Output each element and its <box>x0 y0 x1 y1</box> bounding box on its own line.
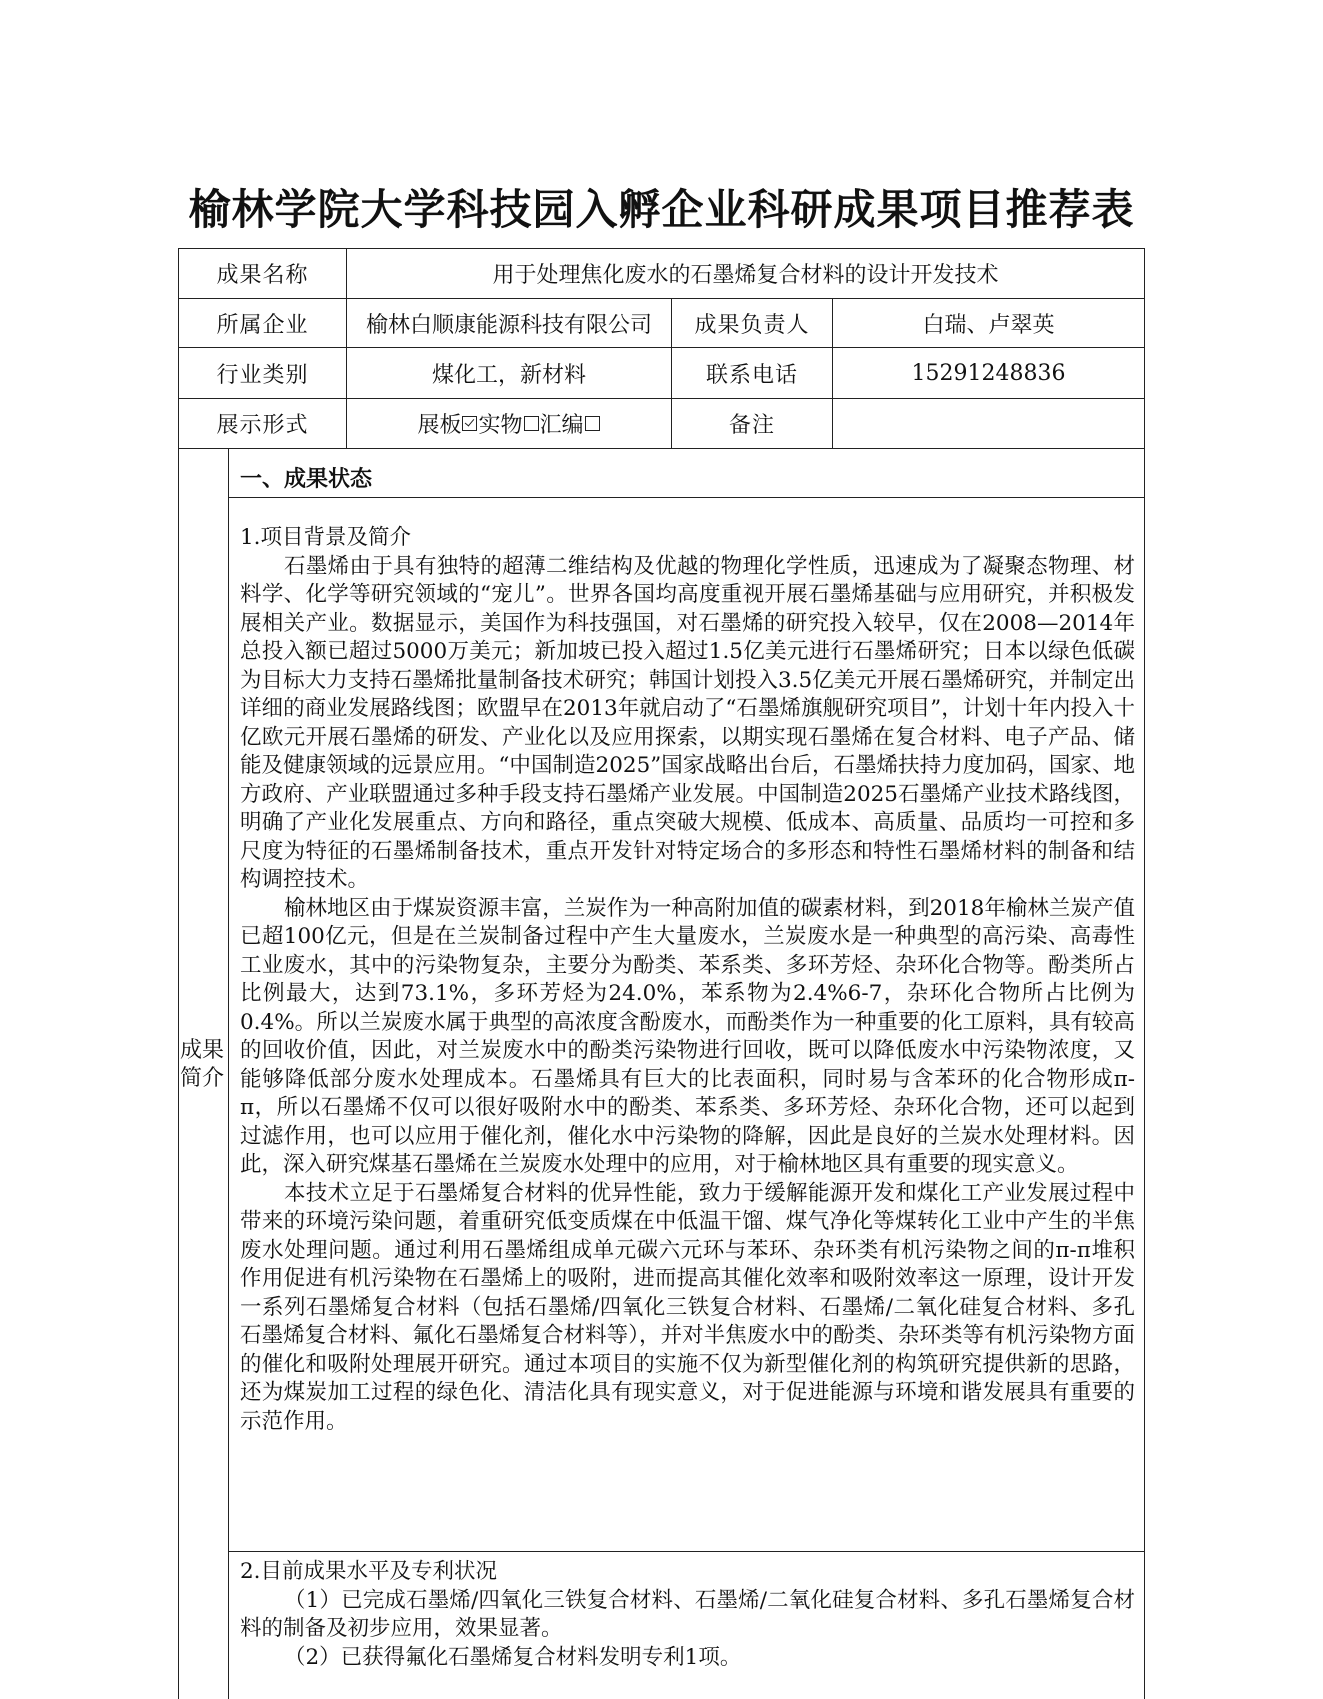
value-remarks <box>833 399 1144 448</box>
document-title: 榆林学院大学科技园入孵企业科研成果项目推荐表 <box>188 185 1135 234</box>
option-object-label: 实物 <box>478 413 523 438</box>
label-company: 所属企业 <box>216 312 309 338</box>
part2-item-2: （2）已获得氟化石墨烯复合材料发明专利1项。 <box>284 1644 742 1670</box>
value-project-name: 用于处理焦化废水的石墨烯复合材料的设计开发技术 <box>492 263 999 288</box>
value-phone: 15291248836 <box>911 360 1066 386</box>
part2-item-1: （1）已完成石墨烯/四氧化三铁复合材料、石墨烯/二氧化硅复合材料、多孔石墨烯复合材料的制备及初步应用，效果显著。 <box>240 1587 1135 1641</box>
option-board-label: 展板 <box>417 413 462 438</box>
value-lead: 白瑞、卢翠英 <box>922 312 1055 338</box>
label-industry: 行业类别 <box>216 362 309 388</box>
part2-heading: 2.目前成果水平及专利状况 <box>240 1559 498 1584</box>
label-remarks: 备注 <box>728 413 775 438</box>
label-display-form: 展示形式 <box>216 413 309 438</box>
part1-paragraph-2: 榆林地区由于煤炭资源丰富，兰炭作为一种高附加值的碳素材料，到2018年榆林兰炭产值已超100亿元，但是在兰炭制备过程中产生大量废水，兰炭废水是一种典型的高污染、高毒性工业废水，其中的污染物复杂，主要分为酚类、苯系类、多环芳烃、杂环化合物等。酚类所占比例最大，达到73.1%，多环芳烃为24.0%，苯系物为2.4%6-7，杂环化合物所占比例为0.4%。所以兰炭废水属于典型的高浓度含酚废水，而酚类作为一种重要的化工原料，具有较高的回收价值，因此，对兰炭废水中的酚类污染物进行回收，既可以降低废水中污染物浓度，又能够降低部分废水处理成本。石墨烯具有巨大的比表面积，同时易与含苯环的化合物形成π-π，所以石墨烯不仅可以很好吸附水中的酚类、苯系类、多环芳烃、杂环化合物，还可以起到过滤作用，也可以应用于催化剂，催化水中污染物的降解，因此是良好的兰炭水处理材料。因此，深入研究煤基石墨烯在兰炭废水处理中的应用，对于榆林地区具有重要的现实意义。 <box>240 895 1135 1177</box>
part1-paragraph-3: 本技术立足于石墨烯复合材料的优异性能，致力于缓解能源开发和煤化工产业发展过程中带来的环境污染问题，着重研究低变质煤在中低温干馏、煤气净化等煤转化工业中产生的半焦废水处理问题。通过利用石墨烯组成单元碳六元环与苯环、杂环类有机污染物之间的π-π堆积作用促进有机污染物在石墨烯上的吸附，进而提高其催化效率和吸附效率这一原理，设计开发一系列石墨烯复合材料（包括石墨烯/四氧化三铁复合材料、石墨烯/二氧化硅复合材料、多孔石墨烯复合材料、氟化石墨烯复合材料等），并对半焦废水中的酚类、杂环类等有机污染物方面的催化和吸附处理展开研究。通过本项目的实施不仅为新型催化剂的构筑研究提供新的思路，还为煤炭加工过程的绿色化、清洁化具有现实意义，对于促进能源与环境和谐发展具有重要的示范作用。 <box>240 1180 1135 1434</box>
side-label-summary: 成果简介 <box>179 1038 224 1091</box>
option-compile-label: 汇编 <box>539 413 584 438</box>
checkbox-compile[interactable] <box>585 416 600 431</box>
label-lead: 成果负责人 <box>694 312 810 338</box>
label-project-name: 成果名称 <box>216 263 309 288</box>
value-industry: 煤化工，新材料 <box>431 362 586 388</box>
label-phone: 联系电话 <box>705 362 798 388</box>
part1-paragraph-1: 石墨烯由于具有独特的超薄二维结构及优越的物理化学性质，迅速成为了凝聚态物理、材料学、化学等研究领域的“宠儿”。世界各国均高度重视开展石墨烯基础与应用研究，并积极发展相关产业。数据显示，美国作为科技强国，对石墨烯的研究投入较早，仅在2008—2014年总投入额已超过5000万美元；新加坡已投入超过1.5亿美元进行石墨烯研究；日本以绿色低碳为目标大力支持石墨烯批量制备技术研究；韩国计划投入3.5亿美元开展石墨烯研究，并制定出详细的商业发展路线图；欧盟早在2013年就启动了“石墨烯旗舰研究项目”，计划十年内投入十亿欧元开展石墨烯的研发、产业化以及应用探索，以期实现石墨烯在复合材料、电子产品、储能及健康领域的远景应用。“中国制造2025”国家战略出台后，石墨烯扶持力度加码，国家、地方政府、产业联盟通过多种手段支持石墨烯产业发展。中国制造2025石墨烯产业技术路线图，明确了产业化发展重点、方向和路径，重点突破大规模、低成本、高质量、品质均一可控和多尺度为特征的石墨烯制备技术，重点开发针对特定场合的多形态和特性石墨烯材料的制备和结构调控技术。 <box>240 553 1135 892</box>
part2-block <box>240 1558 1135 1672</box>
checkbox-board-checked[interactable] <box>462 416 477 431</box>
display-form-options <box>347 399 671 448</box>
value-company: 榆林白顺康能源科技有限公司 <box>365 312 652 338</box>
section-heading-status: 一、成果状态 <box>240 466 373 492</box>
checkbox-object[interactable] <box>524 416 539 431</box>
part1-heading: 1.项目背景及简介 <box>240 525 412 550</box>
part1-block <box>240 524 1135 1436</box>
